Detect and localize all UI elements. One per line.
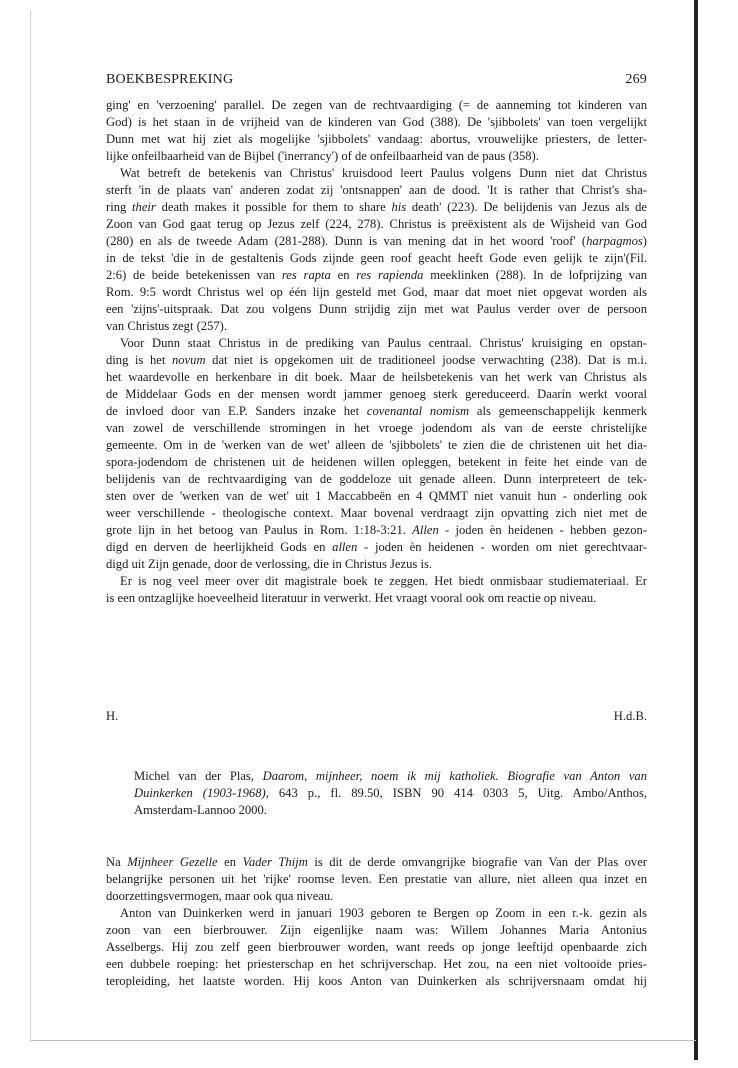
text-segment: weer verschillende - theologische context. Maar bovenal verdraagt zijn opvatting zich niet met de (106, 506, 647, 520)
italic-text: their (132, 200, 156, 214)
signoff (106, 708, 647, 725)
text-segment: belangrijke personen uit het 'rijke' roomse leven. Een prestatie van allure, niet alleen qua inzet en (106, 872, 647, 886)
text-segment: Michel van der Plas, (134, 769, 263, 783)
scan-edge-right (694, 0, 698, 1060)
text-line (106, 97, 647, 114)
text-line (106, 267, 647, 284)
text-segment: de invloed door van E.P. Sanders inzake het (106, 404, 367, 418)
text-segment: Er is nog veel meer over dit magistrale boek te zeggen. Het biedt onmisbaar studiemateriaal. Er (120, 574, 647, 588)
text-segment: Dunn met wat hij ziet als mogelijke 'sjibbolets' vandaag: abortus, vrouwelijke priesters, de letter- (106, 132, 647, 146)
section-title: BOEKBESPREKING (106, 72, 234, 87)
italic-text: Mijnheer Gezelle (127, 855, 218, 869)
text-segment: in de tekst 'die in de gestaltenis Gods zijnde geen roof geacht heeft Gode even gelijk te zijn'(Fil. (106, 251, 647, 265)
text-segment: het waardevolle en herkenbare in dit boek. Maar de heilsbetekenis van het werk van Christus als (106, 370, 647, 384)
text-segment: Voor Dunn staat Christus in de prediking van Paulus centraal. Christus' kruisiging en opstan- (120, 336, 647, 350)
text-line (106, 505, 647, 522)
text-segment: en (330, 268, 357, 282)
text-segment: als gemeenschappelijk kenmerk (469, 404, 647, 418)
text-segment: death makes it possible for them to share (155, 200, 392, 214)
signoff-initial: H. (106, 709, 119, 723)
text-line (106, 318, 647, 335)
italic-text: res rapta (281, 268, 331, 282)
text-segment: death' (223). De belijdenis van Jezus als de (406, 200, 648, 214)
text-line (106, 403, 647, 420)
text-segment: sten over de 'werken van de wet' uit 1 Maccabbeën en 4 QMMT niet vanuit hun - onderling ook (106, 489, 647, 503)
text-line (106, 335, 647, 352)
text-segment: een dubbele roeping: het priesterschap en het schrijverschap. Het zou, na een niet voltooide pries- (106, 957, 647, 971)
second-review-text (106, 854, 647, 990)
text-segment: God) is het staan in de vrijheid van de kinderen van God (388). De 'sjibbolets' van toen vergelijkt (106, 115, 647, 129)
text-segment: lijke onfeilbaarheid van de Bijbel ('inerrancy') of de onfeilbaarheid van de paus (358). (106, 149, 539, 163)
text-segment: - joden èn heidenen - hebben gezon- (438, 523, 647, 537)
italic-text: harpagmos (586, 234, 643, 248)
text-segment: teropleiding, het laatste worden. Hij koos Anton van Duinkerken als schrijversnaam omdat hij (106, 974, 647, 988)
text-line (106, 386, 647, 403)
italic-text: allen (332, 540, 358, 554)
text-segment: ging' en 'verzoening' parallel. De zegen van de rechtvaardiging (= de aanneming tot kinderen van (106, 98, 647, 112)
text-segment: spora-jodendom de christenen uit de heidenen willen opleggen, betekent in feite het einde van de (106, 455, 647, 469)
text-segment: sterft 'in de plaats van' anderen zodat zij 'ontsnappen' aan de dood. 'It is rather that Christ's sha- (106, 183, 647, 197)
text-line (106, 369, 647, 386)
text-line (106, 165, 647, 182)
text-segment: (280) en als de tweede Adam (281-288). Dunn is van mening dat in het woord 'roof' ( (106, 234, 587, 248)
text-line (106, 114, 647, 131)
text-segment: en (217, 855, 243, 869)
italic-text: Allen (412, 523, 439, 537)
text-segment: - joden èn heidenen - worden om niet gerechtvaar- (357, 540, 647, 554)
text-line (106, 939, 647, 956)
italic-text: novum (171, 353, 206, 367)
text-line (106, 131, 647, 148)
text-line (134, 802, 647, 819)
italic-text: Duinkerken (1903-1968) (134, 786, 266, 800)
text-segment: Wat betreft de betekenis van Christus' kruisdood leert Paulus volgens Dunn niet dat Christus (120, 166, 647, 180)
text-segment: grote lijn in het betoog van Paulus in Rom. 1:18-3:21. (106, 523, 413, 537)
text-segment: van Christus zegt (257). (106, 319, 228, 333)
text-segment: Zoon van God gaat terug op Jezus zelf (224, 278). Christus is preëxistent als de Wijsheid van God (106, 217, 647, 231)
book-citation (134, 768, 647, 819)
text-line (106, 556, 647, 573)
text-line (106, 522, 647, 539)
reviewer-initials: H.d.B. (613, 709, 647, 723)
text-line (134, 768, 647, 785)
text-segment: Anton van Duinkerken werd in januari 1903 geboren te Bergen op Zoom in een r.-k. gezin als (120, 906, 647, 920)
text-segment: Asselbergs. Hij zou zelf geen bierbrouwer worden, want reeds op jonge leeftijd openbaarde zich (106, 940, 647, 954)
text-line (106, 284, 647, 301)
running-head (106, 72, 647, 88)
text-segment: de Middelaar Gods en der mensen wordt jammer genoeg sterk gereduceerd. Daarin werkt vooral (106, 387, 647, 401)
text-line (106, 233, 647, 250)
text-segment: ding is het (106, 353, 172, 367)
italic-text: Vader Thijm (242, 855, 308, 869)
text-line (106, 216, 647, 233)
text-segment: ) (642, 234, 647, 248)
text-line (106, 182, 647, 199)
italic-text: his (391, 200, 407, 214)
text-line (106, 888, 647, 905)
text-line (106, 250, 647, 267)
text-segment: meeklinken (288). In de lofprijzing van (423, 268, 647, 282)
text-segment: belijdenis van de rechtvaardiging van de goddeloze uit genade alleen. Dunn interpreteert de tek- (106, 472, 647, 486)
text-line (106, 488, 647, 505)
text-segment: digd en derven de heerlijkheid Gods en (106, 540, 333, 554)
text-line (106, 956, 647, 973)
text-line (106, 973, 647, 990)
text-line (106, 301, 647, 318)
text-line (106, 437, 647, 454)
text-line (106, 471, 647, 488)
text-line (106, 854, 647, 871)
text-segment: ring (106, 200, 133, 214)
scan-edge-bottom (30, 1040, 696, 1041)
text-segment: is een ontzaglijke hoeveelheid literatuur in verwerkt. Het vraagt vooral ook om reactie op niveau. (106, 591, 597, 605)
text-segment: doorzettingsvermogen, maar ook qua niveau. (106, 889, 334, 903)
review-body-text (106, 97, 647, 607)
text-line (106, 905, 647, 922)
text-segment: , 643 p., fl. 89.50, ISBN 90 414 0303 5, Uitg. Ambo/Anthos, (265, 786, 647, 800)
text-segment: Amsterdam-Lannoo 2000. (134, 803, 267, 817)
text-line (106, 199, 647, 216)
text-line (106, 573, 647, 590)
text-segment: gemeente. Om in de 'werken van de wet' alleen de 'sjibbolets' te zien die de christenen uit het dia- (106, 438, 647, 452)
text-line (106, 922, 647, 939)
text-segment: zoon van een bierbrouwer. Zijn eigenlijke naam was: Willem Johannes Maria Antonius (106, 923, 647, 937)
text-line (106, 871, 647, 888)
text-segment: dat niet is opgekomen uit de traditioneel joodse verwachting (238). Dat is m.i. (205, 353, 647, 367)
page-number: 269 (625, 72, 647, 87)
text-segment: Na (106, 855, 128, 869)
text-line (106, 539, 647, 556)
text-segment: een 'zijns'-uitspraak. Dat zou volgens Dunn strijdig zijn met wat Paulus verder over de persoon (106, 302, 647, 316)
text-segment: Rom. 9:5 wordt Christus wel op één lijn gesteld met God, maar dat moet niet opgevat worden als (106, 285, 647, 299)
text-line (106, 352, 647, 369)
italic-text: Daarom, mijnheer, noem ik mij katholiek. Biografie van Anton van (262, 769, 648, 783)
italic-text: res rapienda (356, 268, 424, 282)
text-line (106, 420, 647, 437)
text-line (106, 454, 647, 471)
text-segment: 2:6) de beide betekenissen van (106, 268, 282, 282)
text-segment: van zowel de verschillende stromingen in het vroege jodendom als van de eerste christelijke (106, 421, 647, 435)
text-line (106, 148, 647, 165)
text-segment: is dit de derde omvangrijke biografie van Van der Plas over (307, 855, 647, 869)
text-segment: digd uit Zijn genade, door de verlossing, die in Christus Jezus is. (106, 557, 432, 571)
text-line (134, 785, 647, 802)
italic-text: covenantal nomism (366, 404, 470, 418)
text-line (106, 590, 647, 607)
scan-edge-left (30, 10, 31, 1040)
